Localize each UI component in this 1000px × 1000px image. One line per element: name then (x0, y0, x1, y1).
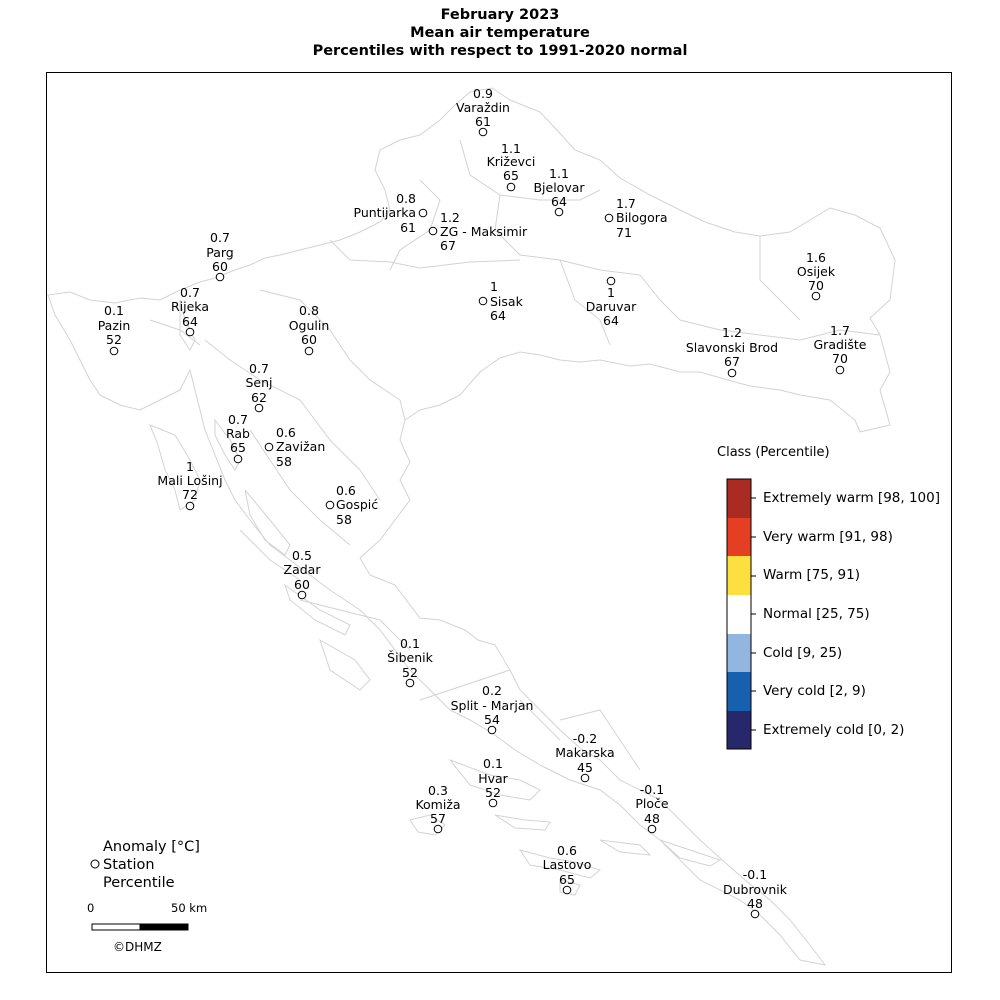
station-marker (607, 277, 615, 285)
station-marker (419, 209, 427, 217)
station-name: Split - Marjan (450, 698, 534, 713)
station-marker (434, 825, 442, 833)
station-marker (728, 369, 736, 377)
station-marker (298, 591, 306, 599)
station-percentile: 72 (182, 487, 198, 502)
station-anomaly: 1.7 (830, 323, 850, 338)
station-anomaly: 0.7 (228, 412, 248, 427)
boundaries (48, 88, 895, 965)
station-marker (429, 227, 437, 235)
station-marker (836, 366, 844, 374)
station-marker (265, 443, 273, 451)
station-name: Komiža (415, 797, 461, 812)
station-anomaly: 0.3 (428, 783, 448, 798)
station-marker (507, 183, 515, 191)
station-anomaly: -0.2 (572, 731, 598, 746)
station-anomaly: 0.5 (292, 548, 312, 563)
station-name: Slavonski Brod (685, 340, 779, 355)
station-marker (479, 128, 487, 136)
station-name: Gradište (813, 337, 867, 352)
legend-title: Class (Percentile) (717, 445, 830, 460)
station-name: Mali Lošinj (157, 473, 223, 488)
station-marker (326, 501, 334, 509)
station-percentile: 64 (490, 308, 506, 323)
station-percentile: 61 (400, 220, 416, 235)
scale-bar (92, 924, 188, 930)
station-anomaly: 1 (490, 279, 498, 294)
station-name: Sisak (490, 294, 523, 309)
station-percentile: 57 (430, 811, 446, 826)
station-marker (648, 825, 656, 833)
station-percentile: 67 (724, 354, 740, 369)
legend-label-normal: Normal [25, 75) (763, 606, 870, 622)
station-marker (255, 404, 263, 412)
station-anomaly: 0.9 (473, 86, 493, 101)
station-name: Ploče (635, 796, 669, 811)
key-station-label: Station (103, 857, 155, 873)
legend-label-warm: Warm [75, 91) (763, 567, 860, 583)
title-line-3: Percentiles with respect to 1991-2020 normal (312, 43, 688, 59)
station-anomaly: 1.2 (440, 210, 460, 225)
station-anomaly: 0.1 (483, 756, 503, 771)
station-name: Senj (245, 375, 273, 390)
station-percentile: 60 (212, 259, 228, 274)
station-marker (563, 886, 571, 894)
station-marker (186, 502, 194, 510)
station-name: Lastovo (542, 857, 592, 872)
station-marker (581, 774, 589, 782)
station-anomaly: 1 (186, 459, 194, 474)
station-percentile: 65 (559, 872, 575, 887)
station-marker (110, 347, 118, 355)
key-anomaly-label: Anomaly [°C] (103, 839, 200, 855)
station-percentile: 48 (644, 811, 660, 826)
legend-swatch-normal (727, 595, 751, 634)
title-line-2: Mean air temperature (410, 25, 590, 41)
station-marker (488, 726, 496, 734)
station-anomaly: -0.1 (742, 867, 768, 882)
station-name: Križevci (486, 154, 536, 169)
station-percentile: 61 (475, 114, 491, 129)
legend-label-extremely-cold: Extremely cold [0, 2) (763, 722, 905, 738)
legend-swatch-extremely-cold (727, 711, 751, 749)
key-station-marker (91, 860, 99, 868)
station-name: Gospić (336, 497, 379, 512)
station-percentile: 64 (182, 314, 198, 329)
station-anomaly: 0.6 (336, 483, 356, 498)
station-marker (305, 347, 313, 355)
station-anomaly: 1.2 (722, 325, 742, 340)
station-anomaly: 0.2 (482, 683, 502, 698)
station-anomaly: 0.8 (299, 303, 319, 318)
station-anomaly: 0.7 (180, 285, 200, 300)
title-line-1: February 2023 (440, 7, 560, 23)
station-marker (406, 679, 414, 687)
scale-bar-white (92, 924, 140, 930)
station-percentile: 65 (503, 168, 519, 183)
station-anomaly: 0.6 (557, 843, 577, 858)
country-outline (48, 88, 895, 965)
station-anomaly: 0.7 (249, 361, 269, 376)
station-percentile: 67 (440, 238, 456, 253)
legend-swatch-very-warm (727, 518, 751, 556)
station-marker (751, 910, 759, 918)
station-marker (216, 273, 224, 281)
station-percentile: 54 (484, 712, 500, 727)
station-anomaly: 0.1 (400, 636, 420, 651)
station-percentile: 58 (276, 454, 292, 469)
station-name: Rijeka (170, 299, 210, 314)
scale-bar-end-label: 50 km (171, 901, 208, 915)
legend-swatch-warm (727, 556, 751, 595)
station-percentile: 58 (336, 512, 352, 527)
station-name: Bilogora (616, 210, 668, 225)
station-percentile: 62 (251, 390, 267, 405)
station-anomaly: -0.1 (639, 782, 665, 797)
station-marker (555, 208, 563, 216)
station-percentile: 70 (832, 351, 848, 366)
station-name: Rab (225, 426, 251, 441)
station-anomaly: 1 (607, 285, 615, 300)
station-anomaly: 0.6 (276, 425, 296, 440)
station-name: Parg (206, 245, 234, 260)
legend-label-very-cold: Very cold [2, 9) (763, 683, 866, 699)
station-name: Bjelovar (533, 180, 585, 195)
station-name: Zadar (283, 562, 321, 577)
station-percentile: 45 (577, 760, 593, 775)
station-marker (812, 292, 820, 300)
station-anomaly: 0.1 (104, 303, 124, 318)
station-name: Varaždin (456, 100, 510, 115)
station-name: Osijek (796, 264, 836, 279)
station-marker (234, 455, 242, 463)
station-name: Ogulin (288, 318, 330, 333)
legend-colorbar (727, 479, 756, 749)
station-percentile: 64 (603, 313, 619, 328)
legend-label-extremely-warm: Extremely warm [98, 100] (763, 490, 940, 506)
station-name: ZG - Maksimir (440, 224, 528, 239)
station-percentile: 52 (402, 665, 418, 680)
station-name: Makarska (555, 745, 615, 760)
station-percentile: 70 (808, 278, 824, 293)
station-name: Puntijarka (353, 205, 416, 220)
station-name: Šibenik (387, 650, 433, 665)
station-percentile: 52 (485, 785, 501, 800)
station-anomaly: 1.6 (806, 250, 826, 265)
station-percentile: 52 (106, 332, 122, 347)
station-percentile: 60 (294, 577, 310, 592)
legend-swatch-extremely-warm (727, 479, 751, 518)
station-marker (186, 328, 194, 336)
station-anomaly: 0.7 (210, 230, 230, 245)
station-marker (479, 297, 487, 305)
legend-swatch-very-cold (727, 672, 751, 711)
station-name: Pazin (97, 318, 131, 333)
station-percentile: 64 (551, 194, 567, 209)
station-percentile: 60 (301, 332, 317, 347)
station-percentile: 48 (747, 896, 763, 911)
copyright: ©DHMZ (113, 940, 162, 954)
station-name: Zavižan (276, 439, 326, 454)
legend-label-very-warm: Very warm [91, 98) (763, 529, 893, 545)
legend-ticks (751, 498, 756, 730)
station-marker (489, 799, 497, 807)
station-percentile: 71 (616, 225, 632, 240)
key-percentile-label: Percentile (103, 875, 175, 891)
legend-label-cold: Cold [9, 25) (763, 645, 843, 661)
station-name: Hvar (478, 771, 508, 786)
station-marker (605, 214, 613, 222)
scale-bar-black (140, 924, 188, 930)
legend-swatch-cold (727, 634, 751, 672)
station-name: Dubrovnik (722, 882, 788, 897)
station-name: Daruvar (585, 299, 637, 314)
station-anomaly: 1.7 (616, 196, 636, 211)
station-percentile: 65 (230, 440, 246, 455)
scale-bar-start-label: 0 (87, 901, 95, 915)
station-anomaly: 1.1 (549, 166, 569, 181)
station-anomaly: 0.8 (396, 191, 416, 206)
station-anomaly: 1.1 (501, 141, 521, 156)
